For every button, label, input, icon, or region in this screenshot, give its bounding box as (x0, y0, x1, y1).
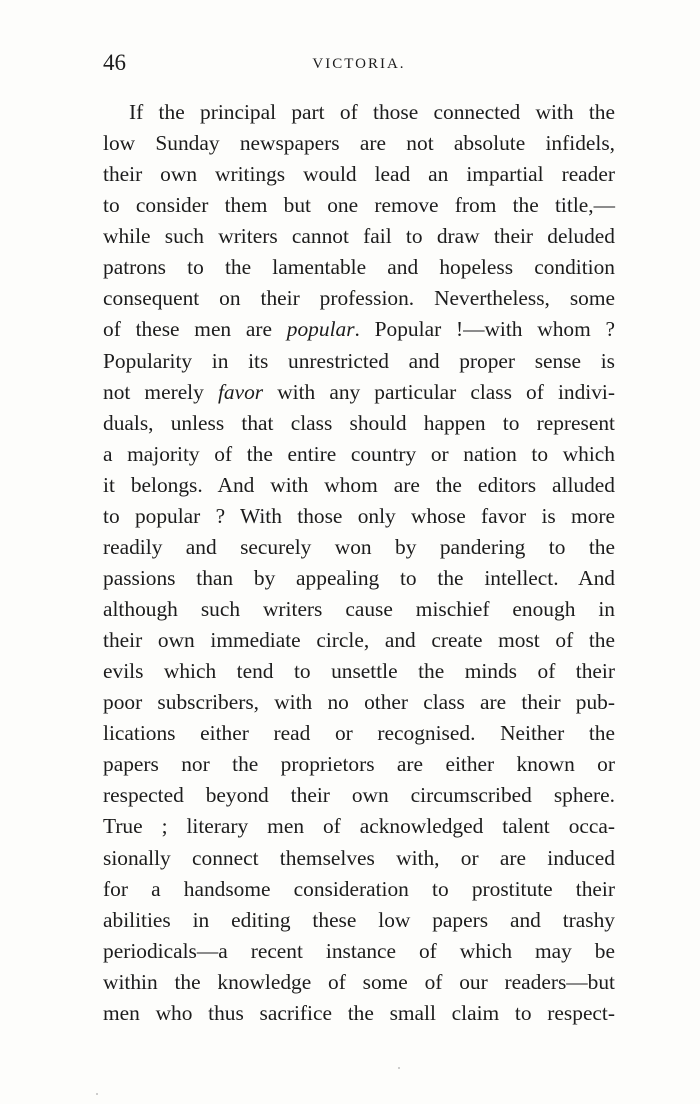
text-line: low Sunday newspapers are not absolute infidels, (103, 131, 615, 156)
text-line: consequent on their profession. Nevertheless, some (103, 286, 615, 311)
text-line: sionally connect themselves with, or are induced (103, 845, 615, 870)
text-line: to consider them but one remove from the title,— (103, 193, 615, 218)
page-number: 46 (103, 50, 126, 75)
text-line: periodicals—a recent instance of which may be (103, 938, 615, 963)
italic-word: popular (286, 317, 355, 342)
text-line: for a handsome consideration to prostitute their (103, 876, 615, 901)
text-line (103, 377, 615, 408)
text-line: duals, unless that class should happen to represent (103, 410, 615, 435)
body-paragraph (103, 97, 615, 1029)
text-line: although such writers cause mischief enough in (103, 597, 615, 621)
text-line: a majority of the entire country or nation to which (103, 441, 615, 466)
italic-word: favor (217, 379, 264, 404)
text-segment: of these men are (103, 317, 287, 342)
text-line: readily and securely won by pandering to the (103, 534, 615, 559)
text-line: to popular ? With those only whose favor is more (103, 503, 615, 528)
paper-speck (398, 1067, 400, 1069)
text-line: their own immediate circle, and create most of the (103, 628, 615, 653)
running-title: VICTORIA. (312, 56, 406, 72)
text-line: respected beyond their own circumscribed sphere. (103, 783, 615, 808)
text-line: patrons to the lamentable and hopeless condition (103, 255, 615, 280)
text-line: abilities in editing these low papers and trashy (103, 907, 615, 932)
text-line: it belongs. And with whom are the editors alluded (103, 472, 615, 497)
text-line: papers nor the proprietors are either known or (103, 752, 615, 777)
paper-speck (96, 1093, 98, 1095)
text-segment: with any particular class of indivi- (263, 379, 616, 404)
page-header (103, 50, 615, 80)
text-line: while such writers cannot fail to draw their deluded (103, 224, 615, 249)
text-line: men who thus sacrifice the small claim to respect- (103, 1000, 615, 1025)
text-line: their own writings would lead an impartial reader (103, 162, 615, 187)
text-line: evils which tend to unsettle the minds of their (103, 659, 615, 684)
text-segment: . Popular !—with whom ? (354, 317, 615, 342)
text-line: True ; literary men of acknowledged talent occa- (103, 814, 615, 839)
text-line (103, 314, 615, 345)
text-segment: not merely (103, 379, 218, 404)
text-line: passions than by appealing to the intellect. And (103, 565, 615, 590)
text-line: If the principal part of those connected with the (129, 100, 615, 124)
text-line: poor subscribers, with no other class are their pub- (103, 690, 615, 715)
text-line: Popularity in its unrestricted and proper sense is (103, 348, 615, 373)
text-line: within the knowledge of some of our readers—but (103, 969, 615, 994)
text-line: lications either read or recognised. Neither the (103, 721, 615, 746)
